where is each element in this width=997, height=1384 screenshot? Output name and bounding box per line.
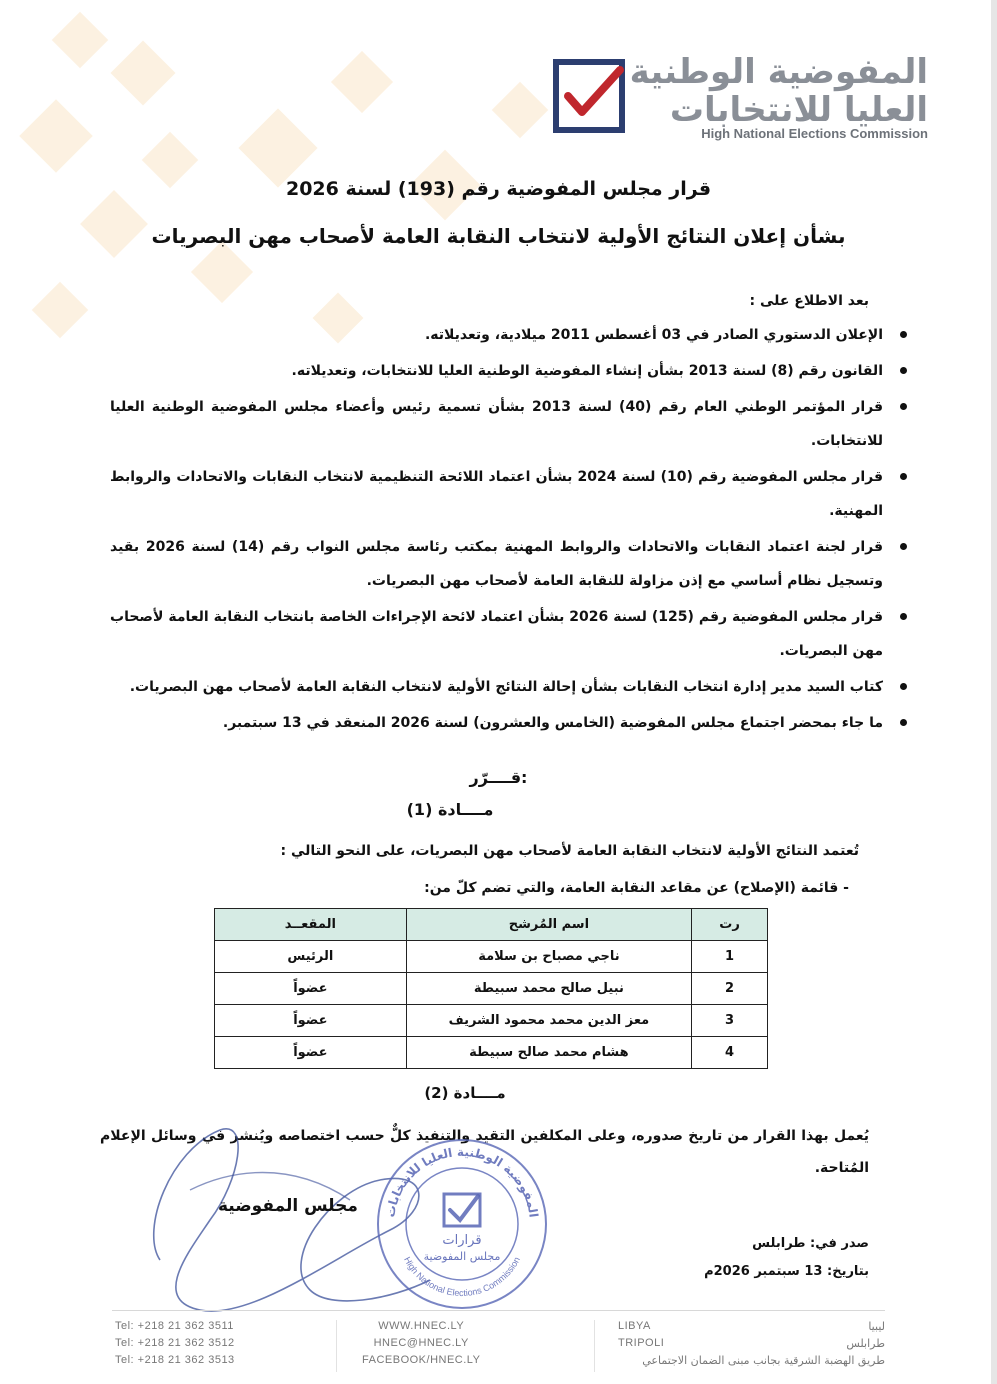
footer-web — [362, 1318, 480, 1369]
footer-phones — [115, 1318, 235, 1369]
list-item: القانون رقم (8) لسنة 2013 بشأن إنشاء المفوضية الوطنية العليا للانتخابات، وتعديلاته. — [110, 354, 909, 388]
list-item: قرار لجنة اعتماد النقابات والاتحادات والروابط المهنية بمكتب رئاسة مجلس النواب رقم (14) لسنة 2026 بقيد وتسجيل نظام أساسي مع إذن مزاولة للنقابة العامة لأصحاب مهن البصريات. — [110, 530, 909, 598]
cell-seat: عضواً — [215, 973, 407, 1005]
bullet-icon — [900, 719, 907, 726]
footer-tel-3: Tel: +218 21 362 3513 — [115, 1354, 235, 1366]
decision-subject: بشأن إعلان النتائج الأولية لانتخاب النقابة العامة لأصحاب مهن البصريات — [151, 224, 846, 248]
list-item: قرار مجلس المفوضية رقم (10) لسنة 2024 بشأن اعتماد اللائحة التنظيمية لانتخاب النقابات والاتحادات والروابط المهنية. — [110, 460, 909, 528]
official-stamp — [374, 1136, 550, 1312]
list-item: ما جاء بمحضر اجتماع مجلس المفوضية (الخامس والعشرون) لسنة 2026 المنعقد في 13 سبتمبر. — [110, 706, 909, 740]
footer-facebook-link[interactable]: FACEBOOK/HNEC.LY — [362, 1354, 481, 1366]
issued-place: صدر في: طرابلس — [752, 1236, 869, 1251]
footer-country-en: LIBYA — [618, 1320, 651, 1332]
stamp-center-line1: قرارات — [442, 1233, 482, 1248]
logo-arabic-line1: المفوضية الوطنية — [629, 52, 928, 92]
bullet-icon — [900, 367, 907, 374]
cell-number: 2 — [692, 973, 768, 1005]
footer-separator — [594, 1320, 595, 1372]
col-header-number: رت — [692, 909, 768, 941]
footer-city-en: TRIPOLI — [618, 1337, 665, 1349]
table-row — [215, 973, 768, 1005]
bullet-icon — [900, 613, 907, 620]
cell-number: 3 — [692, 1005, 768, 1037]
bullet-icon — [900, 331, 907, 338]
article-1-text: تُعتمد النتائج الأولية لانتخاب النقابة العامة لأصحاب مهن البصريات، على النحو التالي : — [280, 843, 859, 859]
footer-website-link[interactable]: WWW.HNEC.LY — [378, 1320, 465, 1332]
list-item: الإعلان الدستوري الصادر في 03 أغسطس 2011 ميلادية، وتعديلاته. — [110, 318, 909, 352]
footer-email-link[interactable]: HNEC@HNEC.LY — [373, 1337, 469, 1349]
preamble-intro: بعد الاطلاع على : — [749, 293, 869, 309]
list-item: قرار المؤتمر الوطني العام رقم (40) لسنة 2013 بشأن تسمية رئيس وأعضاء مجلس المفوضية الوطنية العليا للانتخابات. — [110, 390, 909, 458]
decision-title: قرار مجلس المفوضية رقم (193) لسنة 2026 — [285, 178, 712, 200]
cell-candidate: معز الدين محمد محمود الشريف — [406, 1005, 691, 1037]
cell-candidate: نبيل صالح محمد سبيطة — [406, 973, 691, 1005]
col-header-seat: المقعــد — [215, 909, 407, 941]
cell-candidate: ناجي مصباح بن سلامة — [406, 941, 691, 973]
table-header-row — [215, 909, 768, 941]
footer-tel-1: Tel: +218 21 362 3511 — [115, 1320, 234, 1332]
footer-separator — [336, 1320, 337, 1372]
cell-seat: عضواً — [215, 1037, 407, 1069]
list-item: كتاب السيد مدير إدارة انتخاب النقابات بشأن إحالة النتائج الأولية لانتخاب النقابة العامة لأصحاب مهن البصريات. — [110, 670, 909, 704]
bullet-icon — [900, 473, 907, 480]
bullet-icon — [900, 543, 907, 550]
signature-label: مجلس المفوضية — [218, 1196, 358, 1216]
footer-location-ar — [642, 1318, 885, 1369]
logo-arabic-line2: العليا للانتخابات — [669, 90, 928, 130]
col-header-candidate: اسم المُرشح — [406, 909, 691, 941]
results-table — [214, 908, 768, 1069]
stamp-ring-english: High National Elections Commission — [402, 1255, 522, 1299]
issued-date: بتاريخ: 13 سبتمبر 2026م — [704, 1264, 869, 1279]
preamble-list — [110, 318, 909, 742]
footer-address-ar: طريق الهضبة الشرقية بجانب مبنى الضمان الاجتماعي — [642, 1354, 885, 1367]
svg-text:المفوضية الوطنية العليا للانتخ — [383, 1145, 540, 1218]
hnec-logo — [552, 52, 932, 144]
footer-country-ar: ليبيا — [868, 1320, 885, 1333]
ballot-check-icon — [552, 56, 628, 136]
bullet-icon — [900, 683, 907, 690]
footer-tel-2: Tel: +218 21 362 3512 — [115, 1337, 235, 1349]
cell-number: 1 — [692, 941, 768, 973]
article-2-text: يُعمل بهذا القرار من تاريخ صدوره، وعلى المكلفين التقيد والتنفيذ كلٌّ حسب اختصاصه ويُنشر في وسائل الإعلام المُتاحة. — [100, 1128, 869, 1176]
scan-edge — [991, 0, 997, 1384]
table-row — [215, 1037, 768, 1069]
table-row — [215, 941, 768, 973]
article-2-title: مــــادة (2) — [424, 1084, 506, 1102]
list-item: قرار مجلس المفوضية رقم (125) لسنة 2026 بشأن اعتماد لائحة الإجراءات الخاصة بانتخاب النقابة العامة لأصحاب مهن البصريات. — [110, 600, 909, 668]
footer-city-ar: طرابلس — [846, 1337, 885, 1350]
footer-divider — [112, 1310, 885, 1311]
cell-seat: عضواً — [215, 1005, 407, 1037]
logo-english: High National Elections Commission — [701, 126, 928, 141]
bullet-icon — [900, 403, 907, 410]
cell-seat: الرئيس — [215, 941, 407, 973]
decision-heading: قــــرّر: — [469, 768, 528, 787]
list-description: - قائمة (الإصلاح) عن مقاعد النقابة العامة، والتي تضم كلّ من: — [424, 880, 849, 896]
cell-number: 4 — [692, 1037, 768, 1069]
table-row — [215, 1005, 768, 1037]
article-1-title: مــــادة (1) — [406, 800, 494, 819]
stamp-center-line2: مجلس المفوضية — [423, 1250, 501, 1263]
cell-candidate: هشام محمد صالح سبيطة — [406, 1037, 691, 1069]
stamp-ring-arabic: المفوضية الوطنية العليا للانتخابات — [383, 1144, 541, 1219]
